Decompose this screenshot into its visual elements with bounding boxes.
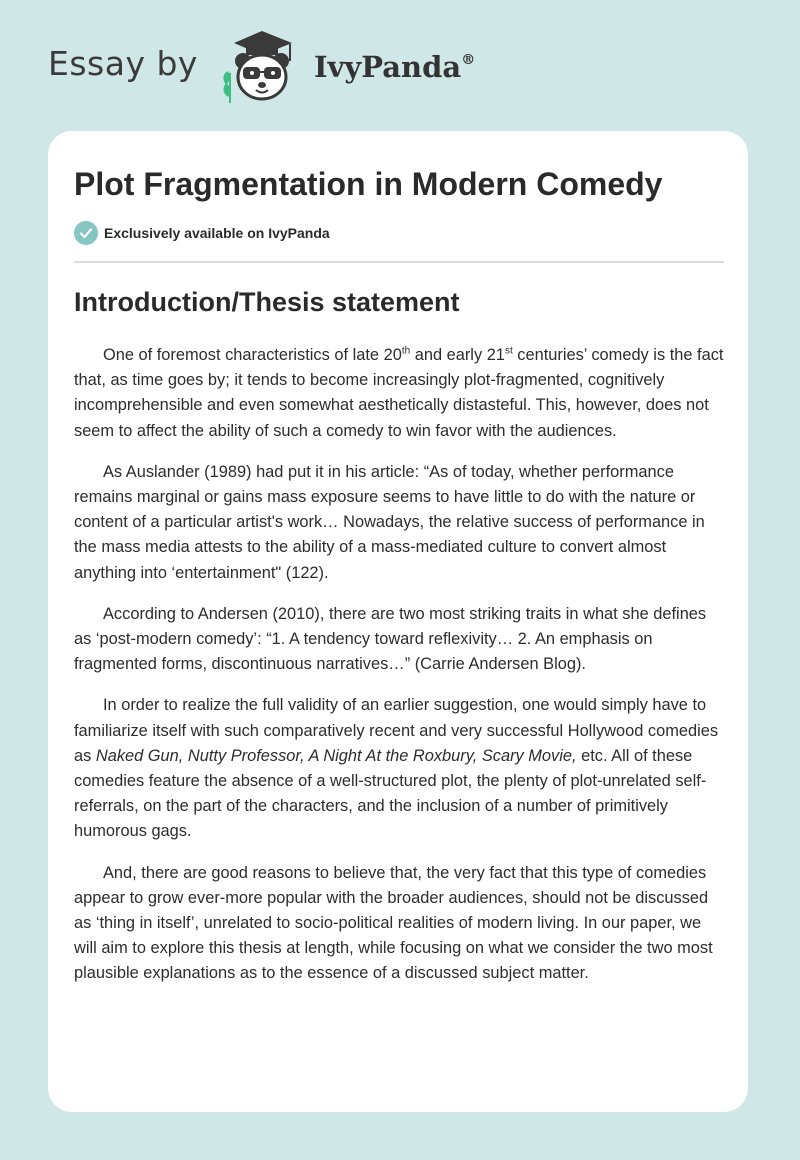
essay-by-label: Essay by bbox=[48, 43, 198, 83]
paragraph-2: As Auslander (1989) had put it in his article: “As of today, whether performance remains marginal or gains mass exposure seems to have little to do with the nature or content of a particular artist's work… Nowadays, the relative success of performance in the mass media attests to the ability of a mass-mediated culture to convert almost anything into ‘entertainment" (122). bbox=[74, 462, 705, 582]
registered-mark: ® bbox=[461, 52, 476, 68]
check-icon bbox=[74, 221, 98, 245]
superscript-st: st bbox=[504, 345, 513, 357]
paragraph-5: And, there are good reasons to believe that, the very fact that this type of comedies appear to grow ever-more popular with the broader audiences, should not be discussed as ‘thing in itself’, unrelated to socio-political realities of modern living. In our paper, we will aim to explore this thesis at length, while focusing on what we consider the two most plausible explanations as to the essence of a discussed subject matter. bbox=[74, 863, 713, 983]
essay-card bbox=[48, 131, 748, 1112]
exclusive-label: Exclusively available on IvyPanda bbox=[104, 225, 330, 241]
brand-name bbox=[314, 50, 475, 84]
paragraph-1-text-b: and early 21 bbox=[410, 346, 505, 364]
section-heading: Introduction/Thesis statement bbox=[74, 287, 460, 317]
ivypanda-logo[interactable] bbox=[216, 33, 475, 107]
paragraph-1-text-c: centuries’ comedy is the fact that, as time goes by; it tends to become increasingly plot-fragmented, cognitively incomprehensible and even somewhat aesthetically distasteful. This, however, does not seem to affect the ability of such a comedy to win favor with the audiences. bbox=[74, 346, 724, 440]
paragraph-4-text-b: etc. All of these comedies feature the absence of a well-structured plot, the plenty of plot-unrelated self-referrals, on the part of the characters, and the inclusion of a number of primitively humorous gags. bbox=[74, 746, 707, 841]
film-titles: Naked Gun, Nutty Professor, A Night At the Roxbury, Scary Movie, bbox=[95, 746, 577, 765]
paragraph-1 bbox=[74, 343, 724, 444]
essay-body bbox=[74, 343, 724, 1003]
exclusive-badge bbox=[74, 221, 330, 245]
paragraph-4 bbox=[74, 693, 724, 844]
paragraph-1-text-a: One of foremost characteristics of late 20 bbox=[103, 346, 402, 364]
paragraph-3: According to Andersen (2010), there are two most striking traits in what she defines as ‘post-modern comedy’: “1. A tendency toward reflexivity… 2. An emphasis on fragmented forms, discontinuous narratives…” (Carrie Andersen Blog). bbox=[74, 604, 707, 674]
superscript-th: th bbox=[401, 345, 411, 357]
panda-graduation-cap-icon bbox=[216, 27, 308, 107]
site-header bbox=[48, 30, 748, 110]
brand-text: IvyPanda bbox=[313, 50, 462, 84]
divider bbox=[74, 261, 724, 263]
page-title: Plot Fragmentation in Modern Comedy bbox=[74, 166, 663, 202]
paragraph-4-text-a: In order to realize the full validity of an earlier suggestion, one would simply have to familiarize itself with such comparatively recent and very successful Hollywood comedies as bbox=[74, 696, 719, 765]
